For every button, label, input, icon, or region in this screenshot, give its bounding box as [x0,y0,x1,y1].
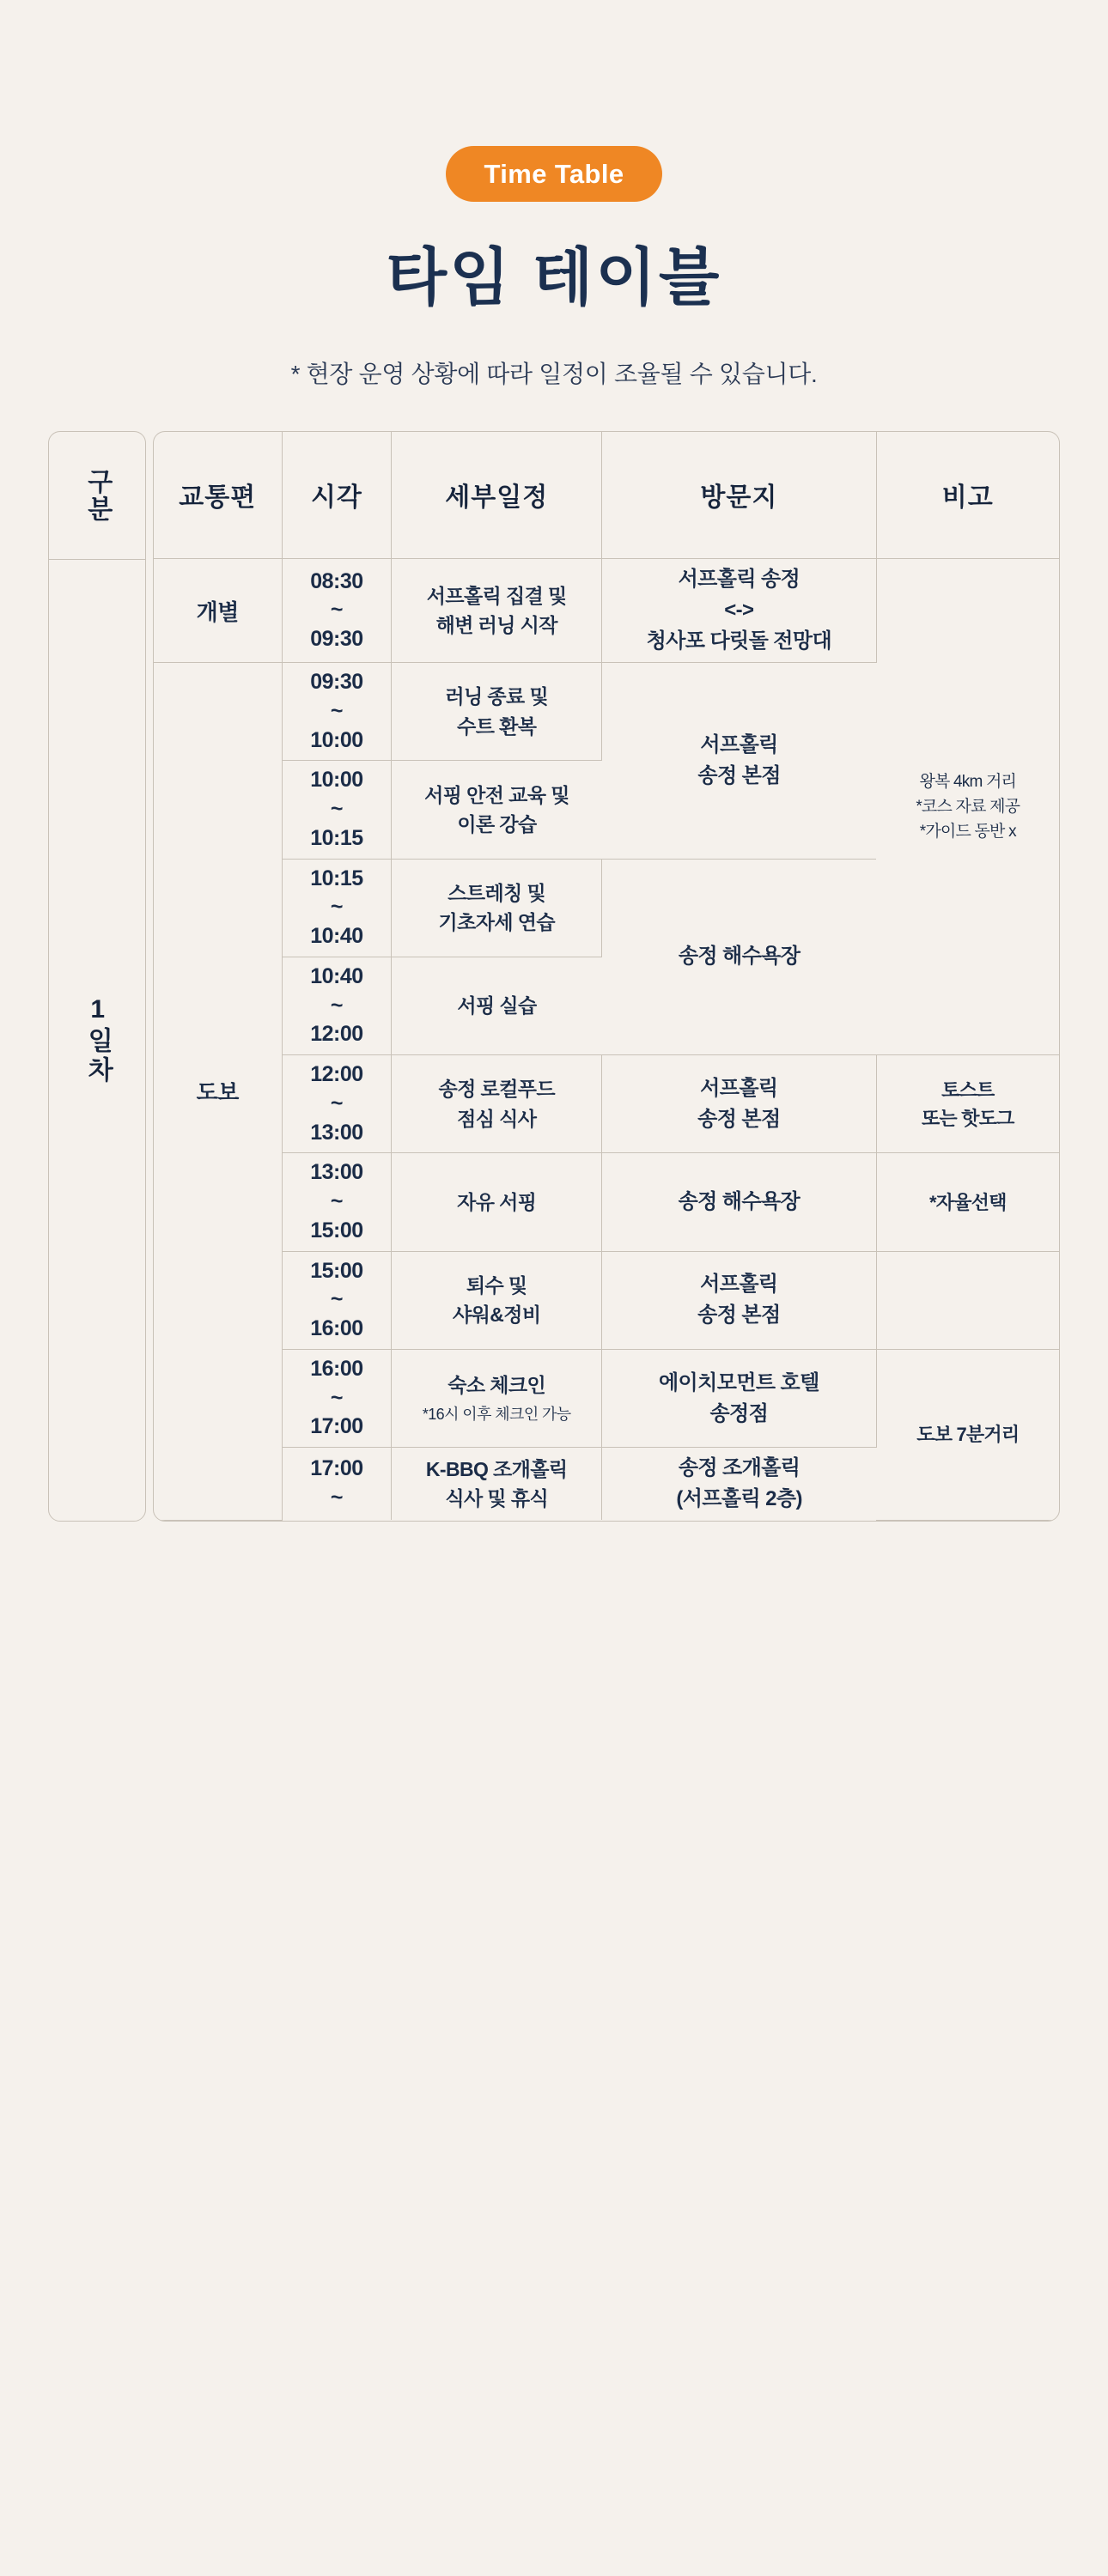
cell-note [876,1349,1059,1520]
note-line-1: *자율선택 [928,1191,1007,1213]
time-end: 15:00 [310,1218,363,1242]
cell-place [602,1349,876,1447]
cell-time [282,663,392,761]
detail-line-1: 스트레칭 및 [447,881,546,904]
timetable-area [48,431,1060,1522]
cell-detail [392,1055,602,1153]
detail-line-1: 자유 서핑 [457,1190,537,1213]
table-row [154,1055,1059,1153]
note-line-3: *가이드 동반 x [919,823,1016,841]
time-end: 17:00 [310,1414,363,1439]
place-line-3: 청사포 다릿돌 전망대 [646,629,832,653]
time-separator: ~ [330,1189,343,1214]
page-title: 타임 테이블 [386,243,722,313]
cell-place [602,1251,876,1349]
detail-line-2: 식사 및 휴식 [445,1487,549,1510]
detail-line-1: 서핑 실습 [457,994,537,1018]
note-line-1: 도보 7분거리 [916,1424,1020,1446]
cell-time [282,859,392,957]
time-start: 15:00 [310,1258,363,1283]
timetable-table [154,432,1059,1521]
time-end: 10:40 [310,924,363,949]
place-line-1: 에이치모먼트 호텔 [658,1370,819,1394]
note-line-2: 또는 핫도그 [921,1107,1014,1129]
column-header-time: 시각 [282,432,392,559]
detail-line-1: 러닝 종료 및 [445,685,549,708]
place-line-1: 송정 해수욕장 [678,945,801,969]
place-line-2: (서프홀릭 2층) [676,1487,802,1511]
detail-line-1: 서핑 안전 교육 및 [424,783,569,806]
place-line-1: 송정 해수욕장 [678,1190,801,1214]
time-separator: ~ [330,698,343,723]
cell-place [602,1153,876,1251]
column-header-note: 비고 [876,432,1059,559]
time-separator: ~ [330,1091,343,1115]
cell-place [602,1055,876,1153]
outer-day-label: 1일차 [83,994,113,1085]
time-end: 10:00 [310,727,363,752]
place-line-2: 송정 본점 [697,763,781,787]
column-header-transport: 교통편 [154,432,282,559]
time-start: 10:00 [310,768,363,793]
cell-note [876,1251,1059,1349]
cell-note [876,1153,1059,1251]
place-line-2: 송정점 [709,1401,769,1425]
table-row [154,1251,1059,1349]
time-start: 12:00 [310,1062,363,1087]
detail-line-1: 송정 로컬푸드 [438,1078,555,1101]
place-line-2: <-> [724,598,754,623]
cell-time [282,1349,392,1447]
detail-note: *16시 이후 체크인 가능 [422,1406,571,1424]
time-end: 12:00 [310,1022,363,1047]
cell-time [282,1055,392,1153]
cell-detail [392,1251,602,1349]
note-line-1: 왕복 4km 거리 [919,772,1017,791]
note-line-2: *코스 자료 제공 [916,797,1020,816]
cell-detail [392,859,602,957]
place-line-2: 송정 본점 [697,1107,781,1131]
table-row [154,1153,1059,1251]
time-start: 08:30 [310,568,363,593]
place-line-1: 서프홀릭 송정 [678,568,801,592]
table-header-row [154,432,1059,559]
place-line-1: 서프홀릭 [700,1273,778,1297]
cell-place [602,559,876,663]
detail-line-1: 퇴수 및 [466,1273,527,1297]
cell-note [876,559,1059,1055]
cell-place [602,663,876,860]
time-end: 09:30 [310,627,363,652]
detail-line-2: 점심 식사 [457,1107,537,1130]
detail-line-2: 기초자세 연습 [438,911,555,934]
cell-place [602,1448,876,1521]
detail-line-2: 해변 러닝 시작 [435,614,557,637]
place-line-1: 서프홀릭 [700,732,778,756]
outer-category-header: 구분 [49,432,145,560]
time-separator: ~ [330,598,343,623]
cell-detail [392,1448,602,1521]
detail-line-2: 이론 강습 [457,813,537,836]
place-line-1: 송정 조개홀릭 [678,1456,801,1480]
time-separator: ~ [330,797,343,822]
place-line-1: 서프홀릭 [700,1076,778,1100]
column-header-place: 방문지 [602,432,876,559]
page-subtitle: * 현장 운영 상황에 따라 일정이 조율될 수 있습니다. [290,360,818,387]
detail-line-2: 수트 환복 [457,714,537,738]
table-row [154,559,1059,663]
cell-transport: 도보 [154,663,282,1521]
table-row [154,1349,1059,1447]
page-badge: Time Table [446,146,661,202]
time-start: 10:40 [310,963,363,988]
time-start: 13:00 [310,1160,363,1185]
time-start: 09:30 [310,670,363,695]
place-line-2: 송정 본점 [697,1303,781,1327]
time-start: 16:00 [310,1356,363,1381]
time-end: 13:00 [310,1120,363,1145]
detail-line-1: K-BBQ 조개홀릭 [425,1457,568,1480]
cell-detail [392,663,602,761]
detail-line-2: 샤워&정비 [452,1303,541,1327]
cell-detail [392,1349,602,1447]
detail-line-1: 서프홀릭 집결 및 [426,584,567,607]
cell-place [602,859,876,1055]
cell-time [282,1251,392,1349]
cell-time [282,957,392,1054]
time-separator: ~ [330,895,343,920]
time-separator: ~ [330,1385,343,1410]
cell-detail [392,957,602,1054]
detail-line-1: 숙소 체크인 [447,1373,546,1396]
cell-detail [392,761,602,859]
time-end: 10:15 [310,825,363,850]
time-start: 10:15 [310,866,363,890]
column-header-detail: 세부일정 [392,432,602,559]
cell-time [282,1448,392,1521]
time-start: 17:00 [310,1456,363,1481]
cell-time [282,1153,392,1251]
cell-time [282,559,392,663]
cell-detail [392,1153,602,1251]
badge-container [0,146,1108,202]
cell-detail [392,559,602,663]
cell-time [282,761,392,859]
time-separator: ~ [330,1287,343,1312]
timetable-grid [153,431,1060,1522]
note-line-1: 토스트 [941,1078,995,1101]
cell-transport: 개별 [154,559,282,663]
time-end: 16:00 [310,1316,363,1341]
time-separator: ~ [330,1485,343,1510]
outer-category-column [48,431,146,1522]
cell-note [876,1055,1059,1153]
time-separator: ~ [330,993,343,1018]
